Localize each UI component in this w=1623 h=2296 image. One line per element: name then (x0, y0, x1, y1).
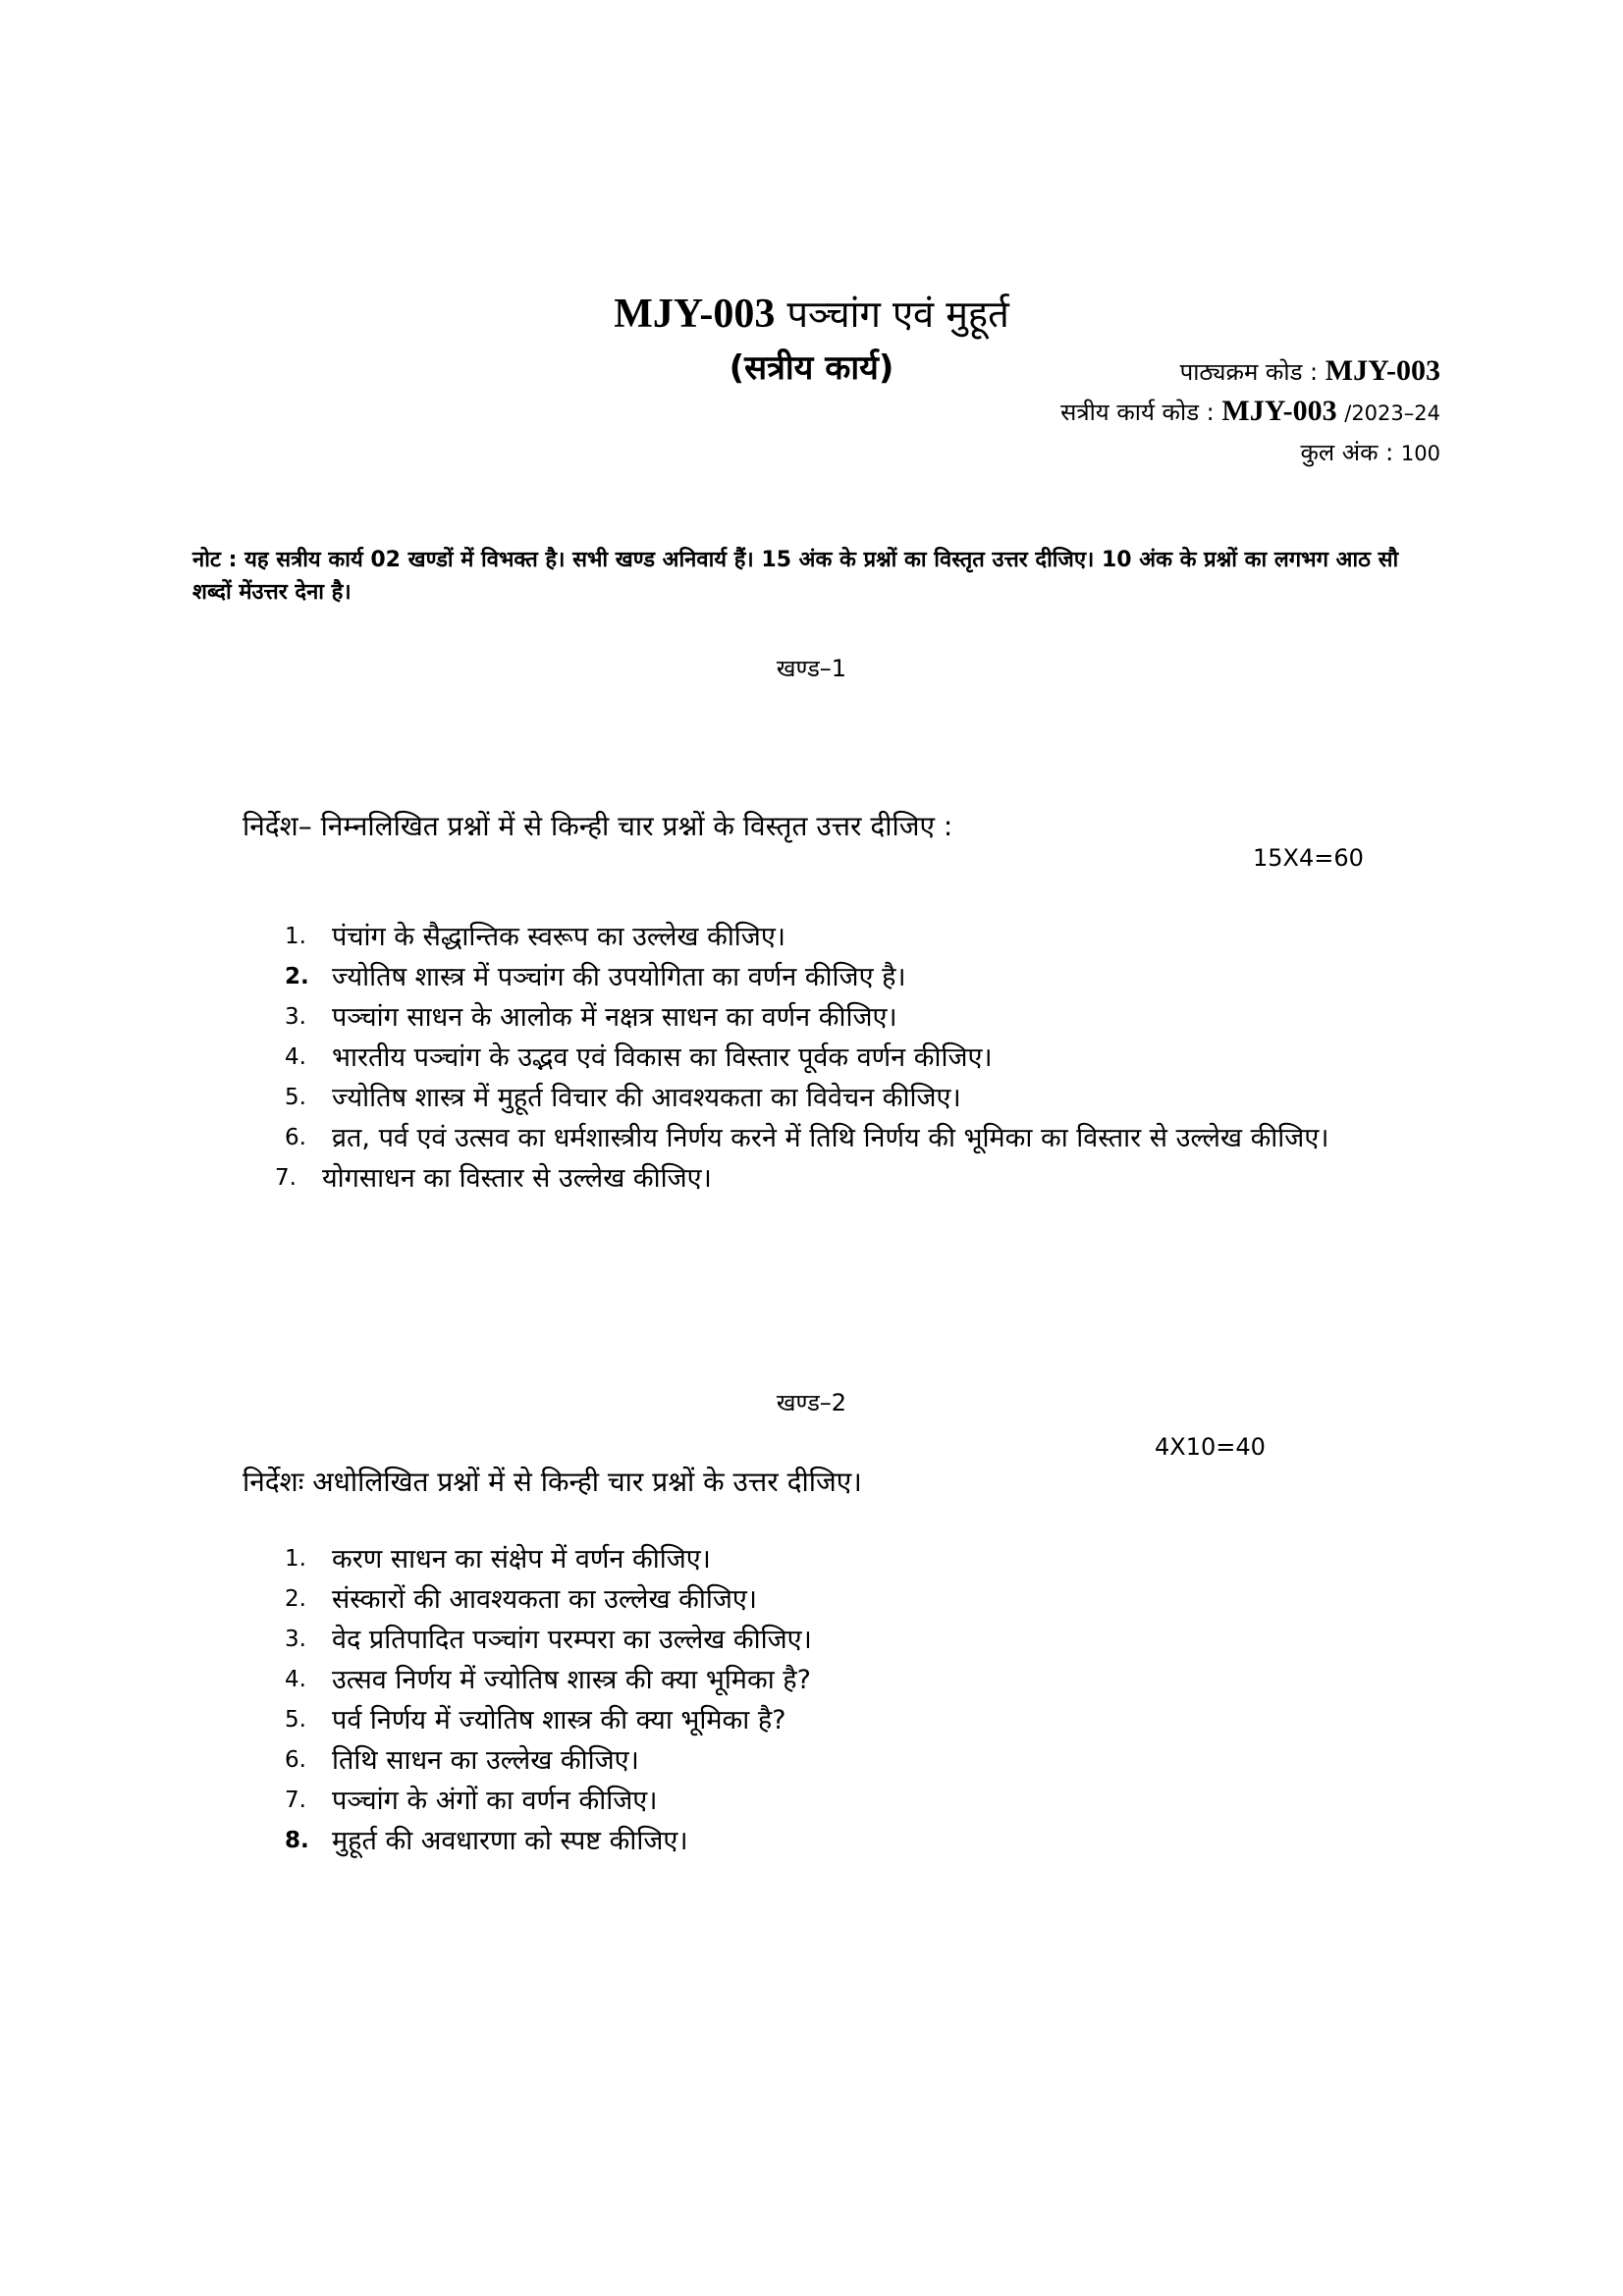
question-text: पञ्चांग के अंगों का वर्णन कीजिए। (332, 1786, 658, 1816)
question-text: भारतीय पञ्चांग के उद्भव एवं विकास का विस्तार पूर्वक वर्णन कीजिए। (332, 1042, 993, 1073)
question-number: 7. (275, 1165, 297, 1191)
total-marks-value: 100 (1400, 442, 1440, 465)
question-text: वेद प्रतिपादित पञ्चांग परम्परा का उल्लेख कीजिए। (332, 1625, 812, 1655)
question-number: 6. (285, 1747, 306, 1773)
section-2-marks: 4X10=40 (1155, 1433, 1266, 1461)
question-text: करण साधन का संक्षेप में वर्णन कीजिए। (332, 1544, 711, 1575)
list-item (275, 1158, 1375, 1199)
total-marks-label: कुल अंक : (1300, 439, 1394, 466)
question-number: 6. (285, 1125, 306, 1150)
question-number: 2. (285, 964, 309, 989)
section-2-instruction: निर्देशः अधोलिखित प्रश्नों में से किन्ही चार प्रश्नों के उत्तर दीजिए। (243, 1466, 862, 1498)
question-number: 5. (285, 1085, 306, 1110)
assignment-year: /2023–24 (1344, 401, 1440, 425)
section-2-heading: खण्ड–2 (776, 1389, 847, 1416)
section-1-heading: खण्ड–1 (776, 655, 847, 682)
total-marks-row (1060, 433, 1440, 473)
question-number: 5. (285, 1707, 306, 1733)
section-2-question-list (285, 1539, 1375, 1861)
assignment-code-label: सत्रीय कार्य कोड : (1060, 399, 1215, 426)
question-number: 2. (285, 1586, 306, 1612)
section-1-instruction: निर्देश– निम्नलिखित प्रश्नों में से किन्ही चार प्रश्नों के विस्तृत उत्तर दीजिए : (243, 810, 953, 842)
question-text: पर्व निर्णय में ज्योतिष शास्त्र की क्या भूमिका है? (332, 1705, 786, 1735)
list-item (285, 1620, 1375, 1660)
question-number: 7. (285, 1788, 306, 1813)
document-subtitle: (सत्रीय कार्य) (729, 348, 894, 388)
list-item (285, 1579, 1375, 1620)
list-item (285, 1821, 1375, 1861)
course-code-row (1060, 351, 1440, 392)
list-item (285, 1078, 1375, 1118)
question-number: 8. (285, 1828, 309, 1853)
list-item (285, 1539, 1375, 1579)
question-text: पंचांग के सैद्धान्तिक स्वरूप का उल्लेख कीजिए। (332, 922, 786, 952)
document-title (0, 287, 1623, 342)
question-text: ज्योतिष शास्त्र में पञ्चांग की उपयोगिता का वर्णन कीजिए है। (332, 962, 906, 992)
question-number: 4. (285, 1044, 306, 1070)
question-number: 1. (285, 924, 306, 949)
question-text: व्रत, पर्व एवं उत्सव का धर्मशास्त्रीय निर्णय करने में तिथि निर्णय की भूमिका का विस्तार से उल्लेख कीजिए। (332, 1123, 1329, 1153)
list-item (285, 957, 1375, 997)
course-code-value: MJY-003 (1325, 354, 1440, 387)
list-item (285, 1118, 1375, 1158)
section-1-marks: 15X4=60 (1253, 844, 1364, 872)
course-title: पञ्चांग एवं मुहूर्त (786, 293, 1009, 336)
question-text: पञ्चांग साधन के आलोक में नक्षत्र साधन का वर्णन कीजिए। (332, 1002, 897, 1033)
course-code-heading: MJY-003 (614, 292, 776, 337)
question-number: 4. (285, 1667, 306, 1692)
question-text: मुहूर्त की अवधारणा को स्पष्ट कीजिए। (332, 1826, 688, 1856)
list-item (285, 1660, 1375, 1700)
question-text: योगसाधन का विस्तार से उल्लेख कीजिए। (322, 1163, 712, 1194)
assignment-code-value: MJY-003 (1221, 395, 1337, 427)
question-number: 1. (285, 1546, 306, 1572)
course-code-label: पाठ्यक्रम कोड : (1179, 358, 1319, 386)
list-item (285, 997, 1375, 1038)
section-1-question-list (275, 917, 1375, 1199)
question-text: ज्योतिष शास्त्र में मुहूर्त विचार की आवश्यकता का विवेचन कीजिए। (332, 1083, 961, 1113)
list-item (285, 917, 1375, 957)
assignment-code-row (1060, 392, 1440, 433)
question-text: तिथि साधन का उल्लेख कीजिए। (332, 1745, 639, 1776)
question-text: उत्सव निर्णय में ज्योतिष शास्त्र की क्या भूमिका है? (332, 1665, 811, 1695)
question-text: संस्कारों की आवश्यकता का उल्लेख कीजिए। (332, 1584, 758, 1615)
list-item (285, 1781, 1375, 1821)
list-item (285, 1038, 1375, 1078)
list-item (285, 1740, 1375, 1781)
question-number: 3. (285, 1627, 306, 1652)
list-item (285, 1700, 1375, 1740)
assignment-note: नोट : यह सत्रीय कार्य 02 खण्डों में विभक्त है। सभी खण्ड अनिवार्य हैं। 15 अंक के प्रश्नों का विस्तृत उत्तर दीजिए। 10 अंक के प्रश्नों का लगभग आठ सौ शब्दों मेंउत्तर देना है। (192, 548, 1399, 605)
question-number: 3. (285, 1004, 306, 1030)
assignment-meta (1060, 351, 1440, 473)
